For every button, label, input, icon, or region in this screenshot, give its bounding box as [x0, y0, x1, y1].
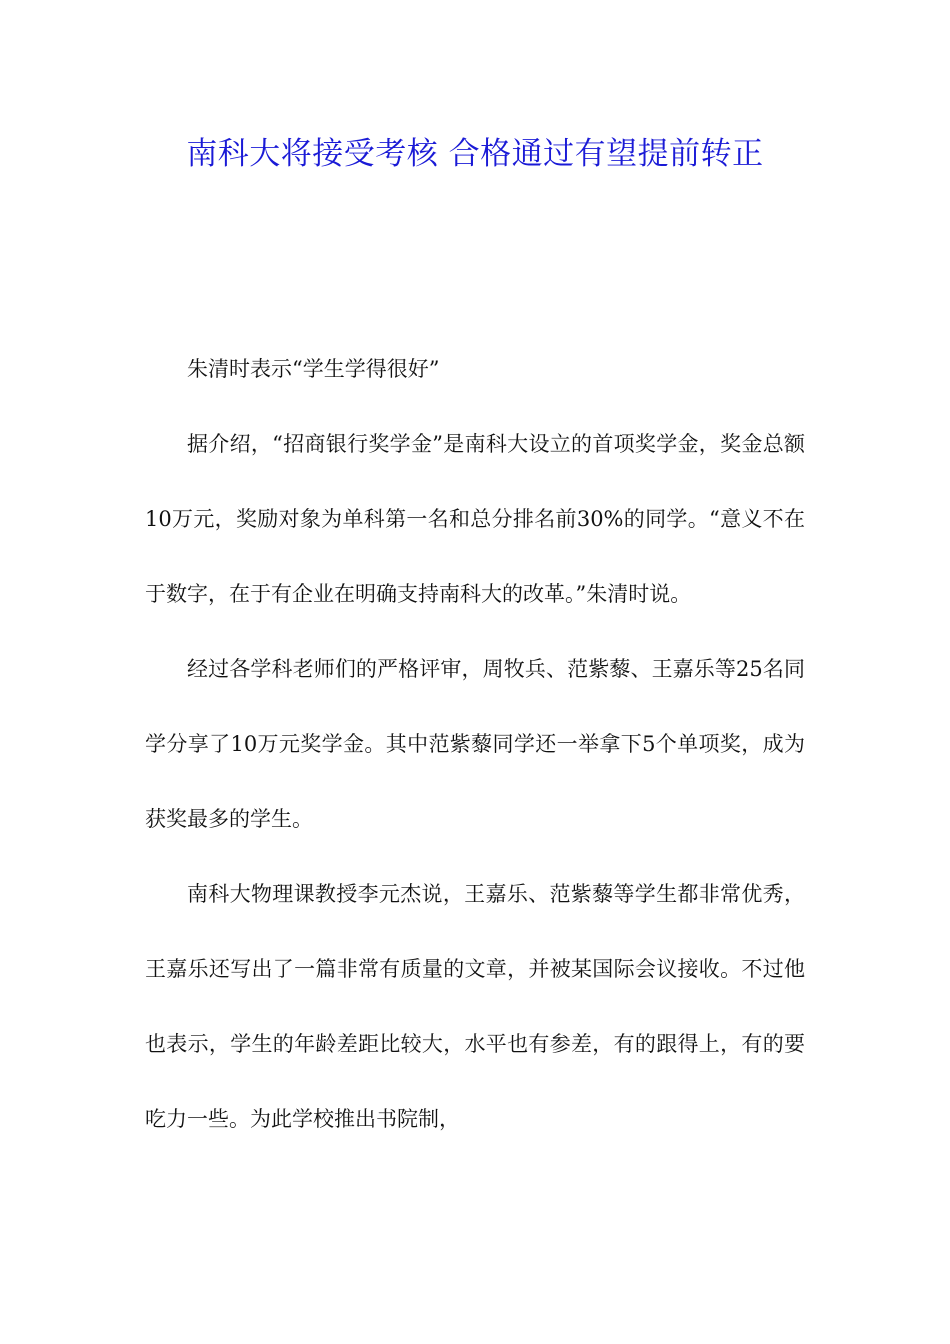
document-title: 南科大将接受考核 合格通过有望提前转正 — [186, 136, 764, 172]
document-body — [145, 332, 805, 1157]
paragraph-heading: 朱清时表示“学生学得很好” — [187, 357, 440, 381]
paragraph: 经过各学科老师们的严格评审，周牧兵、范紫藜、王嘉乐等25名同学分享了10万元奖学金。其中范紫藜同学还一举拿下5个单项奖，成为获奖最多的学生。 — [145, 657, 805, 831]
paragraph: 南科大物理课教授李元杰说，王嘉乐、范紫藜等学生都非常优秀，王嘉乐还写出了一篇非常有质量的文章，并被某国际会议接收。不过他也表示，学生的年龄差距比较大，水平也有参差，有的跟得上，有的要吃力一些。为此学校推出书院制， — [145, 882, 805, 1131]
paragraph: 据介绍，“招商银行奖学金”是南科大设立的首项奖学金，奖金总额10万元，奖励对象为单科第一名和总分排名前30%的同学。“意义不在于数字，在于有企业在明确支持南科大的改革。”朱清时说。 — [145, 432, 805, 606]
